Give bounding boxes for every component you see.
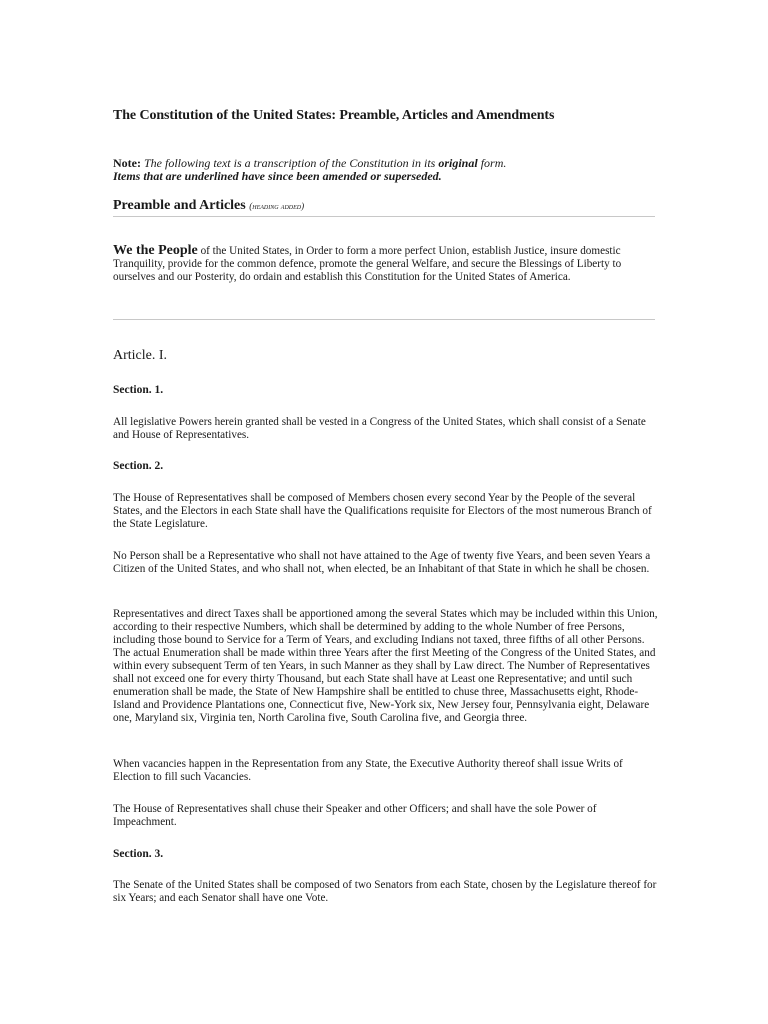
section-1-label: Section. 1. <box>113 384 164 396</box>
preamble-text: of the United States, in Order to form a more perfect Union, establish Justice, insure domestic Tranquility, provide for the common defence, promote the general Welfare, and secure the Blessings of Liberty to ourselves and our Posterity, do ordain and establish this Constitution for the United States of America. <box>113 245 622 283</box>
preamble-paragraph <box>113 244 658 284</box>
transcription-note <box>113 157 506 183</box>
preamble-lead: We the People <box>113 243 198 258</box>
section-2-label: Section. 2. <box>113 460 164 472</box>
section-2-paragraph-3: Representatives and direct Taxes shall be apportioned among the several States which may be included within this Union, according to their respective Numbers, which shall be determined by adding to the whole Number of free Persons, including those bound to Service for a Term of Years, and excluding Indians not taxed, three fifths of all other Persons. The actual Enumeration shall be made within three Years after the first Meeting of the Congress of the United States, and within every subsequent Term of ten Years, in such Manner as they shall by Law direct. The Number of Representatives shall not exceed one for every thirty Thousand, but each State shall have at Least one Representative; and until such enumeration shall be made, the State of New Hampshire shall be entitled to chuse three, Massachusetts eight, Rhode-Island and Providence Plantations one, Connecticut five, New-York six, New Jersey four, Pennsylvania eight, Delaware one, Maryland six, Virginia ten, North Carolina five, South Carolina five, and Georgia three. <box>113 608 658 724</box>
note-label: Note: <box>113 156 141 170</box>
section-2-paragraph-4: When vacancies happen in the Representation from any State, the Executive Authority thereof shall issue Writs of Election to fill such Vacancies. <box>113 758 623 783</box>
document-title: The Constitution of the United States: Preamble, Articles and Amendments <box>113 108 555 123</box>
note-text-before: The following text is a transcription of the Constitution in its <box>140 156 439 170</box>
section-1-paragraph-1: All legislative Powers herein granted shall be vested in a Congress of the United States, which shall consist of a Senate and House of Representatives. <box>113 416 646 441</box>
article-1-heading: Article. I. <box>113 348 168 363</box>
section-3-paragraph-1: The Senate of the United States shall be composed of two Senators from each State, chosen by the Legislature thereof for six Years; and each Senator shall have one Vote. <box>113 879 657 904</box>
note-line-2: Items that are underlined have since been amended or superseded. <box>113 169 442 183</box>
preamble-heading-annotation: (heading added) <box>249 201 305 211</box>
section-2-paragraph-5: The House of Representatives shall chuse their Speaker and other Officers; and shall have the sole Power of Impeachment. <box>113 803 597 828</box>
note-emphasis: original <box>438 156 478 170</box>
section-2-paragraph-1: The House of Representatives shall be composed of Members chosen every second Year by the People of the several States, and the Electors in each State shall have the Qualifications requisite for Electors of the most numerous Branch of the State Legislature. <box>113 492 652 530</box>
preamble-heading <box>113 198 655 217</box>
section-3-label: Section. 3. <box>113 848 164 860</box>
note-text-after: form. <box>477 156 507 170</box>
section-divider <box>113 319 655 320</box>
section-2-paragraph-2: No Person shall be a Representative who shall not have attained to the Age of twenty five Years, and been seven Years a Citizen of the United States, and who shall not, when elected, be an Inhabitant of that State in which he shall be chosen. <box>113 550 651 575</box>
preamble-heading-label: Preamble and Articles <box>113 198 246 213</box>
